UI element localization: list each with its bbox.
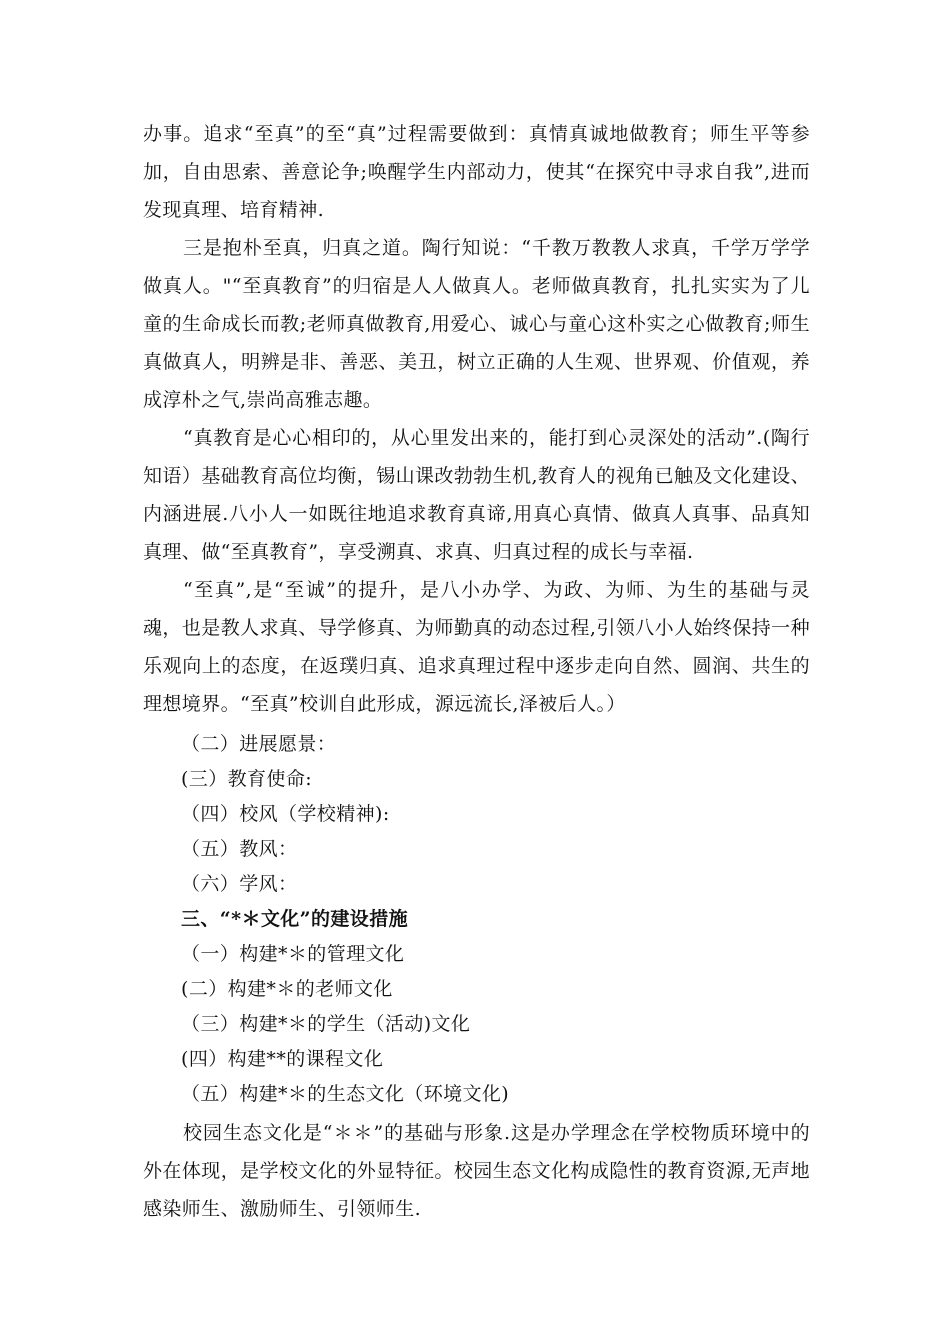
list-item-teacher-culture: (二）构建*＊的老师文化 — [181, 978, 393, 1000]
list-item-study-style: （六）学风： — [181, 873, 298, 895]
list-item-school-spirit: （四）校风（学校精神): — [181, 803, 390, 825]
list-item-curriculum-culture: (四）构建**的课程文化 — [181, 1048, 384, 1070]
list-item-education-mission: (三）教育使命: — [181, 768, 313, 790]
list-item-management-culture: （一）构建*＊的管理文化 — [181, 943, 405, 965]
paragraph-zhen-jiaoyu-quote: “真教育是心心相印的，从心里发出来的，能打到心灵深处的活动”.(陶行知语）基础教育高位均衡，锡山课改勃勃生机,教育人的视角已触及文化建设、内涵进展.八小人一如既往地追求教育真谛,用真心真情、做真人真事、品真知真理、做“至真教育”，享受溯真、求真、归真过程的成长与幸福. — [143, 427, 810, 563]
paragraph-continuation: 办事。追求“至真”的至“真”过程需要做到：真情真诚地做教育；师生平等参加，自由思索、善意论争;唤醒学生内部动力，使其“在探究中寻求自我”,进而发现真理、培育精神. — [143, 123, 810, 221]
list-item-teaching-style: （五）教风： — [181, 838, 298, 860]
document-body — [143, 115, 810, 1228]
list-item-ecological-culture: （五）构建*＊的生态文化（环境文化) — [181, 1083, 510, 1105]
list-item-student-culture: （三）构建*＊的学生（活动)文化 — [181, 1013, 471, 1035]
section-heading-measures: 三、“*＊文化”的建设措施 — [181, 908, 408, 930]
paragraph-campus-ecology: 校园生态文化是“＊＊”的基础与形象.这是办学理念在学校物质环境中的外在体现，是学校文化的外显特征。校园生态文化构成隐性的教育资源,无声地感染师生、激励师生、引领师生. — [143, 1122, 810, 1220]
paragraph-zhizhen-motto: “至真”,是“至诚”的提升，是八小办学、为政、为师、为生的基础与灵魂，也是教人求真、导学修真、为师勤真的动态过程,引领八小人始终保持一种乐观向上的态度，在返璞归真、追求真理过程中逐步走向自然、圆润、共生的理想境界。“至真”校训自此形成，源远流长,泽被后人。） — [143, 579, 810, 715]
paragraph-baopu-zhizhen: 三是抱朴至真，归真之道。陶行知说：“千教万教教人求真，千学万学学做真人。"“至真教育”的归宿是人人做真人。老师做真教育，扎扎实实为了儿童的生命成长而教;老师真做教育,用爱心、诚心与童心这朴实之心做教育;师生真做真人，明辨是非、善恶、美丑，树立正确的人生观、世界观、价值观，养成淳朴之气,崇尚高雅志趣。 — [143, 237, 810, 411]
list-item-development-vision: （二）进展愿景： — [181, 733, 337, 755]
